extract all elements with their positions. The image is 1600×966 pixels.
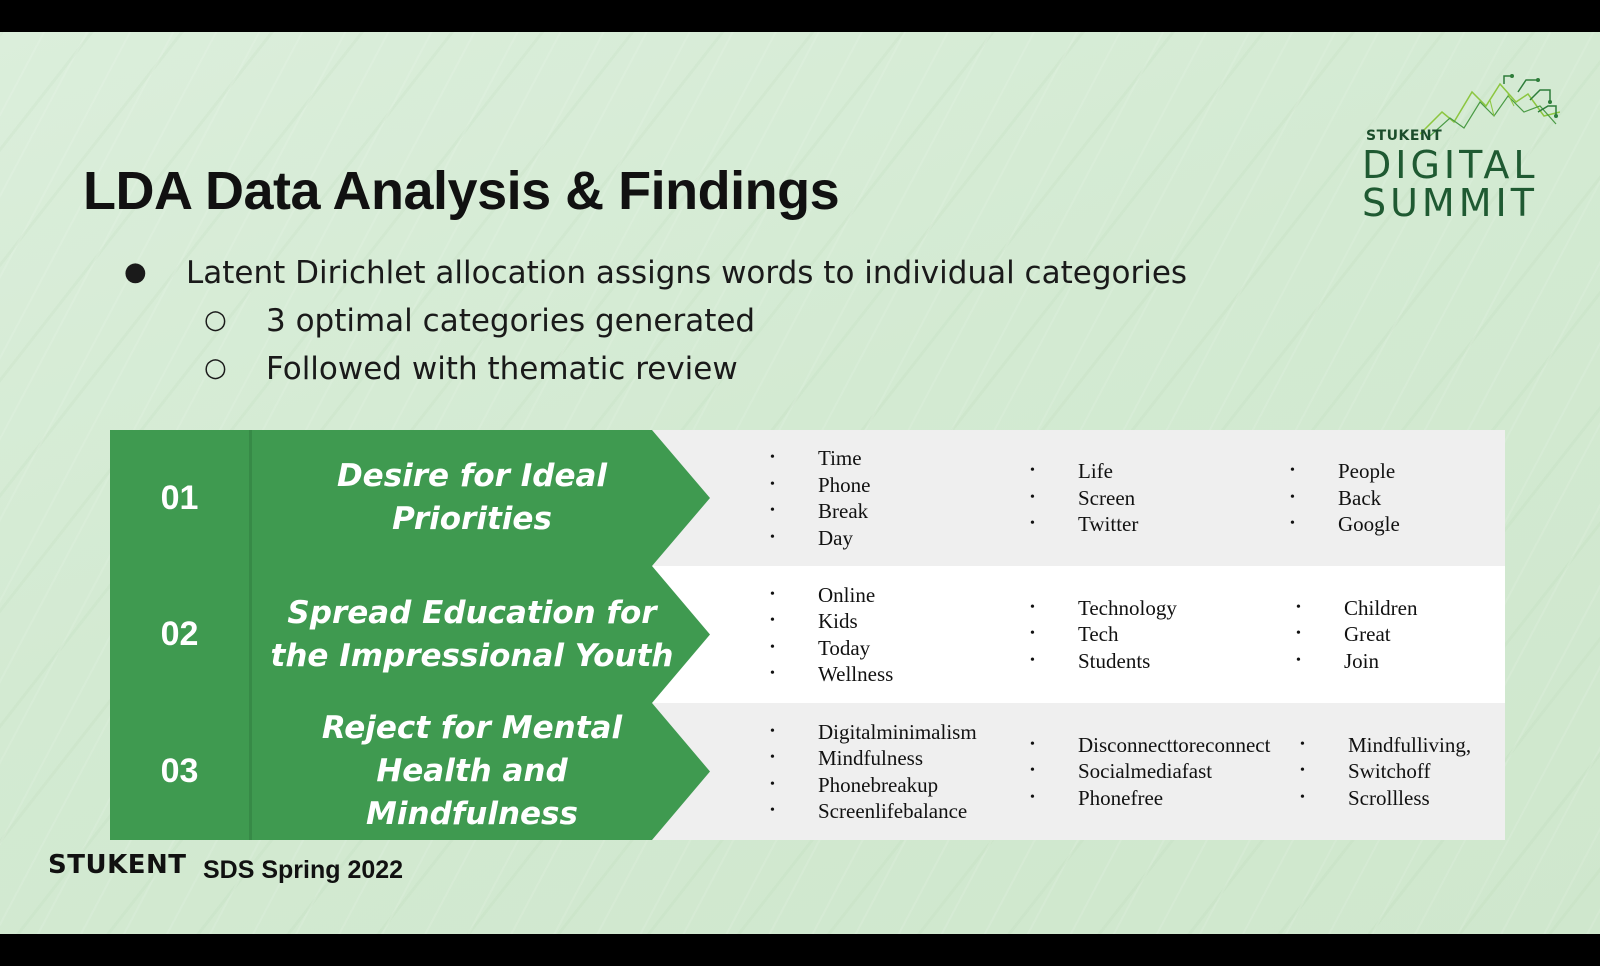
- word-item: • Technology: [1030, 595, 1177, 622]
- bullet-level2: 3 optimal categories generated: [266, 303, 756, 339]
- logo-line-summit: SUMMIT: [1362, 181, 1538, 225]
- word-item: • Socialmediafast: [1030, 758, 1270, 785]
- category-number-cell: [110, 430, 252, 566]
- word-item: • Twitter: [1030, 511, 1138, 538]
- footer-stukent-logo: STUKENT: [48, 850, 187, 880]
- word-item: • Kids: [770, 608, 893, 635]
- word-item: • Life: [1030, 458, 1138, 485]
- bullet-marker-hollow: ○: [204, 353, 227, 383]
- category-number-cell: [110, 566, 252, 703]
- digital-summit-logo: [1362, 72, 1562, 242]
- bullet-marker-filled: ●: [124, 257, 147, 287]
- word-column: [1030, 430, 1138, 566]
- word-column: [1300, 703, 1471, 840]
- word-item: • Break: [770, 498, 871, 525]
- word-item: • Digitalminimalism: [770, 719, 977, 746]
- word-column: [1296, 566, 1418, 703]
- word-item: • Phonefree: [1030, 785, 1270, 812]
- category-label: Desire for Ideal Priorities: [336, 458, 608, 537]
- word-item: • Join: [1296, 648, 1418, 675]
- word-column: [770, 566, 893, 703]
- bullet-level2: Followed with thematic review: [266, 351, 738, 387]
- word-column: [770, 430, 871, 566]
- word-item: • Today: [770, 635, 893, 662]
- bullet-marker-hollow: ○: [204, 305, 227, 335]
- word-item: • Tech: [1030, 621, 1177, 648]
- word-item: • Mindfulness: [770, 745, 977, 772]
- word-item: • Phonebreakup: [770, 772, 977, 799]
- word-column: [1030, 703, 1270, 840]
- word-item: • Screen: [1030, 485, 1138, 512]
- word-item: • Switchoff: [1300, 758, 1471, 785]
- category-row: [110, 430, 1505, 566]
- word-column: [1290, 430, 1400, 566]
- word-item: • Mindfulliving,: [1300, 732, 1471, 759]
- logo-line-digital: DIGITAL: [1362, 143, 1539, 187]
- slide: [0, 32, 1600, 934]
- word-item: • Day: [770, 525, 871, 552]
- category-row: [110, 703, 1505, 840]
- category-row: [110, 566, 1505, 703]
- footer-event-label: SDS Spring 2022: [203, 856, 404, 884]
- letterbox-top: [0, 0, 1600, 32]
- category-table: [110, 430, 1505, 840]
- word-item: • Phone: [770, 472, 871, 499]
- category-arrow: [252, 430, 717, 566]
- word-item: • People: [1290, 458, 1400, 485]
- word-item: • Students: [1030, 648, 1177, 675]
- bullet-level1: Latent Dirichlet allocation assigns words to individual categories: [186, 255, 1188, 291]
- category-arrow: [252, 703, 717, 840]
- category-number-cell: [110, 703, 252, 840]
- word-item: • Scrollless: [1300, 785, 1471, 812]
- word-item: • Google: [1290, 511, 1400, 538]
- logo-brand-small: STUKENT: [1366, 128, 1443, 144]
- slide-title: LDA Data Analysis & Findings: [83, 161, 840, 221]
- category-arrow: [252, 566, 717, 703]
- word-column: [770, 703, 977, 840]
- word-item: • Children: [1296, 595, 1418, 622]
- word-column: [1030, 566, 1177, 703]
- word-item: • Screenlifebalance: [770, 798, 977, 825]
- word-item: • Online: [770, 582, 893, 609]
- word-item: • Wellness: [770, 661, 893, 688]
- word-item: • Time: [770, 445, 871, 472]
- letterbox-bottom: [0, 934, 1600, 966]
- category-number: 02: [160, 615, 199, 653]
- category-label: Spread Education for the Impressional Youth: [270, 594, 674, 674]
- category-label: Reject for Mental Health and Mindfulness: [321, 710, 623, 832]
- word-item: • Disconnecttoreconnect: [1030, 732, 1270, 759]
- word-item: • Great: [1296, 621, 1418, 648]
- word-item: • Back: [1290, 485, 1400, 512]
- category-number: 01: [160, 478, 199, 517]
- category-number: 03: [160, 752, 199, 790]
